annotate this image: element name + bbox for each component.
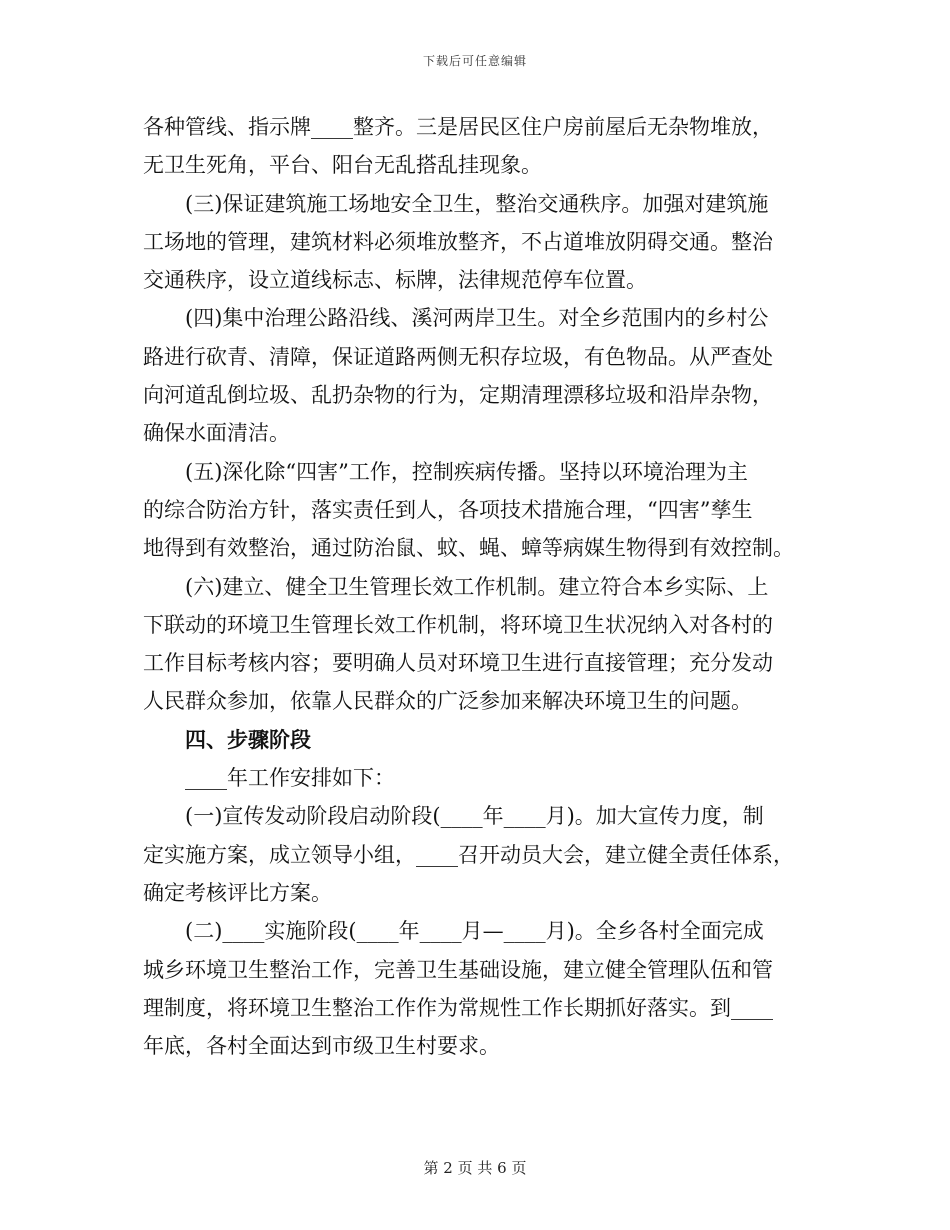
text-line: 工作目标考核内容；要明确人员对环境卫生进行直接管理；充分发动 <box>143 651 773 676</box>
text-line: 人民群众参加，依靠人民群众的广泛参加来解决环境卫生的问题。 <box>143 689 752 714</box>
text-line: 地得到有效整治，通过防治鼠、蚊、蝇、蟑等病媒生物得到有效控制。 <box>143 536 794 561</box>
text-line: 路进行砍青、清障，保证道路两侧无积存垃圾，有色物品。从严查处 <box>143 344 773 369</box>
paragraph-start-line: (五)深化除“四害”工作，控制疾病传播。坚持以环境治理为主 <box>185 459 748 484</box>
paragraph-start-line: (二)____实施阶段(____年____月—____月)。全乡各村全面完成 <box>185 919 764 944</box>
paragraph-start-line: (四)集中治理公路沿线、溪河两岸卫生。对全乡范围内的乡村公 <box>185 306 769 331</box>
paragraph-start-line: (三)保证建筑施工场地安全卫生，整治交通秩序。加强对建筑施 <box>185 191 769 216</box>
text-line: 下联动的环境卫生管理长效工作机制，将环境卫生状况纳入对各村的 <box>143 612 773 637</box>
paragraph-start-line: ____年工作安排如下： <box>185 766 395 791</box>
text-line: 年底，各村全面达到市级卫生村要求。 <box>143 1034 500 1059</box>
text-line: 工场地的管理，建筑材料必须堆放整齐，不占道堆放阴碍交通。整治 <box>143 229 773 254</box>
text-line: 城乡环境卫生整治工作，完善卫生基础设施，建立健全管理队伍和管 <box>143 957 773 982</box>
text-line: 定实施方案，成立领导小组，____召开动员大会，建立健全责任体系， <box>143 842 794 867</box>
text-line: 理制度，将环境卫生整治工作作为常规性工作长期抓好落实。到____ <box>143 995 773 1020</box>
page-header: 下载后可任意编辑 <box>422 54 527 68</box>
text-line: 的综合防治方针，落实责任到人，各项技术措施合理，“四害”孳生 <box>143 497 753 522</box>
text-line: 确定考核评比方案。 <box>143 880 332 905</box>
section-heading: 四、步骤阶段 <box>185 726 311 752</box>
text-line: 确保水面清洁。 <box>143 421 290 446</box>
text-line: 向河道乱倒垃圾、乱扔杂物的行为，定期清理漂移垃圾和沿岸杂物， <box>143 383 773 408</box>
page-footer: 第 2 页 共 6 页 <box>423 1159 527 1177</box>
text-line: 无卫生死角，平台、阳台无乱搭乱挂现象。 <box>143 153 542 178</box>
text-line: 交通秩序，设立道线标志、标牌，法律规范停车位置。 <box>143 268 647 293</box>
paragraph-start-line: (一)宣传发动阶段启动阶段(____年____月)。加大宣传力度，制 <box>185 804 764 829</box>
paragraph-start-line: (六)建立、健全卫生管理长效工作机制。建立符合本乡实际、上 <box>185 574 769 599</box>
text-line: 各种管线、指示牌____整齐。三是居民区住户房前屋后无杂物堆放， <box>143 115 773 139</box>
document-body <box>143 108 807 1065</box>
